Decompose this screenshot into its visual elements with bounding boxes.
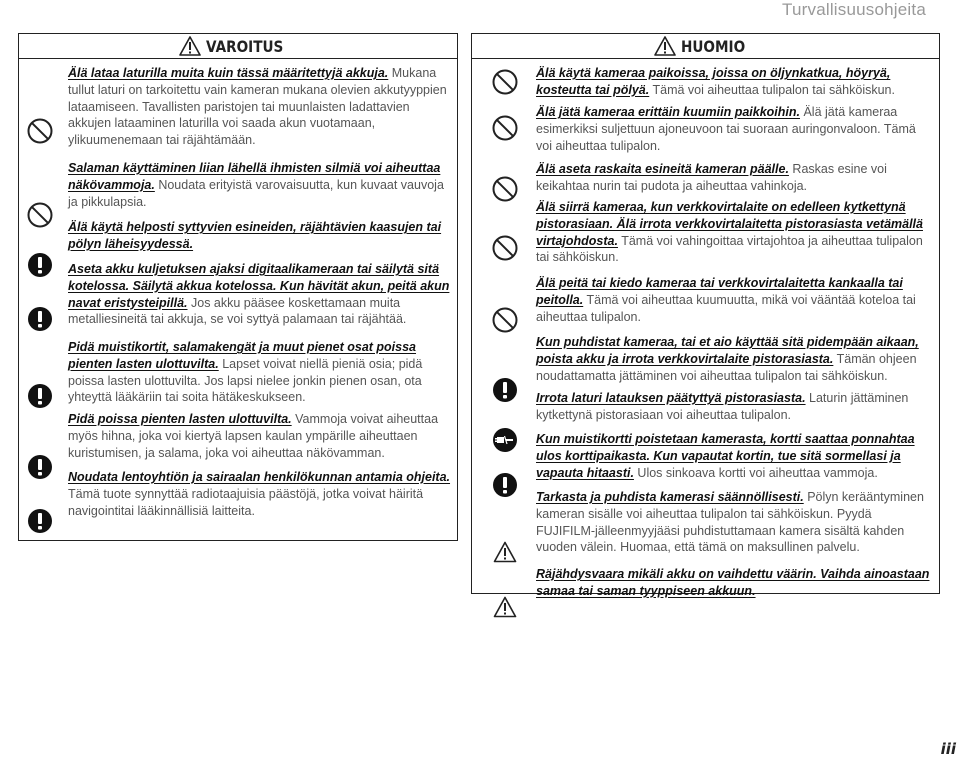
entry-heading: Tarkasta ja puhdista kamerasi säännöllisesti. <box>536 490 804 504</box>
warning-triangle-icon <box>490 592 520 622</box>
caution-entry <box>536 566 932 600</box>
entry-text: Pölyn kerääntyminen kameran sisälle voi aiheuttaa tulipalon tai sähköiskun. Pyydä FUJIFILM-jälleenmyyjääsi puhdistuttamaan kamera sisältä kahden vuoden välein. Huomaa, että tämä on maksullinen palvelu. <box>536 490 924 555</box>
mandatory-action-icon <box>25 304 55 334</box>
entry-heading: Älä käytä helposti syttyvien esineiden, räjähtävien kaasujen tai pölyn läheisyydessä. <box>68 220 442 251</box>
caution-entry <box>536 489 932 556</box>
warning-entry <box>68 160 451 210</box>
mandatory-action-icon <box>490 375 520 405</box>
prohibition-icon <box>490 233 520 263</box>
warning-entry <box>68 411 451 461</box>
entry-text: Noudata erityistä varovaisuutta, kun kuvaat vauvoja ja pikkulapsia. <box>68 177 444 209</box>
prohibition-icon <box>490 305 520 335</box>
warning-entry <box>68 339 451 406</box>
warning-entry <box>68 65 451 149</box>
mandatory-action-icon <box>490 470 520 500</box>
caution-entry <box>536 275 932 325</box>
entry-heading: Älä peitä tai kiedo kameraa tai verkkovirtalaitetta kankaalla tai peitolla. <box>536 276 903 307</box>
entry-heading: Älä aseta raskaita esineitä kameran päälle. <box>536 162 789 176</box>
entry-heading: Kun muistikortti poistetaan kamerasta, kortti saattaa ponnahtaa ulos korttipaikasta. Kun vapautat kortin, tue sitä sormellasi ja vapauta hitaasti. <box>536 432 915 480</box>
entry-text: Ulos sinkoava kortti voi aiheuttaa vammoja. <box>633 465 878 480</box>
entry-text: Mukana tullut laturi on tarkoitettu vain kameran mukana olevien akkutyyppien lataamiseen. Tavallisten paristojen tai muunlaisten ladattavien akkujen lataaminen laturilla voi saada akun vuotamaan, ylikuumenemaan tai räjähtämään. <box>68 66 447 148</box>
caution-entry <box>536 161 932 195</box>
caution-entry <box>536 431 932 481</box>
warning-triangle-icon <box>654 36 676 56</box>
caution-entry <box>536 199 932 266</box>
entry-text: Laturin jättäminen kytkettynä pistorasiaan voi aiheuttaa tulipalon. <box>536 391 909 422</box>
entry-text: Jos akku pääsee koskettamaan muita metalliesineitä tai akkuja, se voi syttyä palamaan tai räjähtää. <box>68 295 407 327</box>
caution-header <box>472 34 939 59</box>
entry-heading: Salaman käyttäminen liian lähellä ihmisten silmiä voi aiheuttaa näkövammoja. <box>68 161 441 192</box>
mandatory-action-icon <box>25 506 55 536</box>
caution-entry <box>536 65 932 99</box>
mandatory-action-icon <box>25 250 55 280</box>
prohibition-icon <box>25 116 55 146</box>
entry-heading: Irrota laturi latauksen päätyttyä pistorasiasta. <box>536 391 806 405</box>
prohibition-icon <box>490 174 520 204</box>
warning-triangle-icon <box>179 36 201 56</box>
warning-header <box>19 34 457 59</box>
entry-text: Älä jätä kameraa esimerkiksi suljettuun ajoneuvoon tai suoraan auringonvaloon. Tämä voi aiheuttaa tulipalon. <box>536 105 916 153</box>
prohibition-icon <box>490 113 520 143</box>
page-number: iii <box>940 740 956 758</box>
warning-box <box>18 33 458 541</box>
prohibition-icon <box>490 67 520 97</box>
entry-text: Tämä voi vahingoittaa virtajohtoa ja aiheuttaa tulipalon tai sähköiskun. <box>536 233 923 265</box>
entry-text: Tämä tuote synnyttää radiotaajuisia päästöjä, jotka voivat häiritä navigointitai lääkinnällisiä laitteita. <box>68 486 424 518</box>
warning-entry <box>68 219 451 253</box>
entry-heading: Älä jätä kameraa erittäin kuumiin paikkoihin. <box>536 105 800 119</box>
entry-text: Raskas esine voi keikahtaa nurin tai pudota ja aiheuttaa vahinkoja. <box>536 162 887 193</box>
entry-heading: Pidä poissa pienten lasten ulottuvilta. <box>68 412 292 426</box>
mandatory-action-icon <box>25 381 55 411</box>
entry-text: Lapset voivat niellä pieniä osia; pidä poissa lasten ulottuvilta. Jos lapsi nielee jonkin pienen osan, ota yhteyttä lääkäriin tai soita hätäkeskukseen. <box>68 356 423 405</box>
caution-entry <box>536 390 932 424</box>
entry-text: Tämä voi aiheuttaa kuumuutta, mikä voi vääntää koteloa tai aiheuttaa tulipalon. <box>536 292 916 324</box>
entry-heading: Aseta akku kuljetuksen ajaksi digitaalikameraan tai säilytä sitä kotelossa. Säilytä akkua kotelossa. Kun hävität akun, peitä akun navat eristysteipillä. <box>68 262 450 310</box>
entry-heading: Kun puhdistat kameraa, tai et aio käyttää sitä pidempään aikaan, poista akku ja irrota verkkovirtalaite pistorasiasta. <box>536 335 919 366</box>
warning-title: VAROITUS <box>206 36 284 56</box>
entry-text: Tämä voi aiheuttaa tulipalon tai sähköiskun. <box>649 82 895 97</box>
warning-entry <box>68 261 451 328</box>
prohibition-icon <box>25 200 55 230</box>
entry-heading: Älä käytä kameraa paikoissa, joissa on öljynkatkua, höyryä, kosteutta tai pölyä. <box>536 66 891 97</box>
entry-heading: Älä siirrä kameraa, kun verkkovirtalaite on edelleen kytkettynä pistorasiaan. Älä irrota verkkovirtalaitetta pistorasiasta vetämällä virtajohdosta. <box>536 200 923 248</box>
entry-heading: Räjähdysvaara mikäli akku on vaihdettu väärin. Vaihda ainoastaan samaa tai saman tyyppiseen akkuun. <box>536 567 930 598</box>
entry-heading: Noudata lentoyhtiön ja sairaalan henkilökunnan antamia ohjeita. <box>68 470 451 484</box>
mandatory-action-icon <box>25 452 55 482</box>
page-section-title: Turvallisuusohjeita <box>782 0 926 19</box>
warning-triangle-icon <box>490 537 520 567</box>
unplug-icon <box>490 425 520 455</box>
entry-text: Vammoja voivat aiheuttaa myös hihna, joka voi kiertyä lapsen kaulan ympärille aiheuttaen kuristumisen, ja salama, joka voi aiheuttaa näkövamman. <box>68 412 439 460</box>
caution-entry <box>536 104 932 154</box>
warning-entry <box>68 469 451 519</box>
caution-entry <box>536 334 932 384</box>
entry-text: Tämän ohjeen noudattamatta jättäminen voi aiheuttaa tulipalon tai sähköiskun. <box>536 351 917 383</box>
entry-heading: Pidä muistikortit, salamakengät ja muut pienet osat poissa pienten lasten ulottuvilta. <box>68 340 417 371</box>
caution-title: HUOMIO <box>681 36 746 56</box>
entry-heading: Älä lataa laturilla muita kuin tässä määritettyjä akkuja. <box>68 66 389 80</box>
caution-box <box>471 33 940 598</box>
